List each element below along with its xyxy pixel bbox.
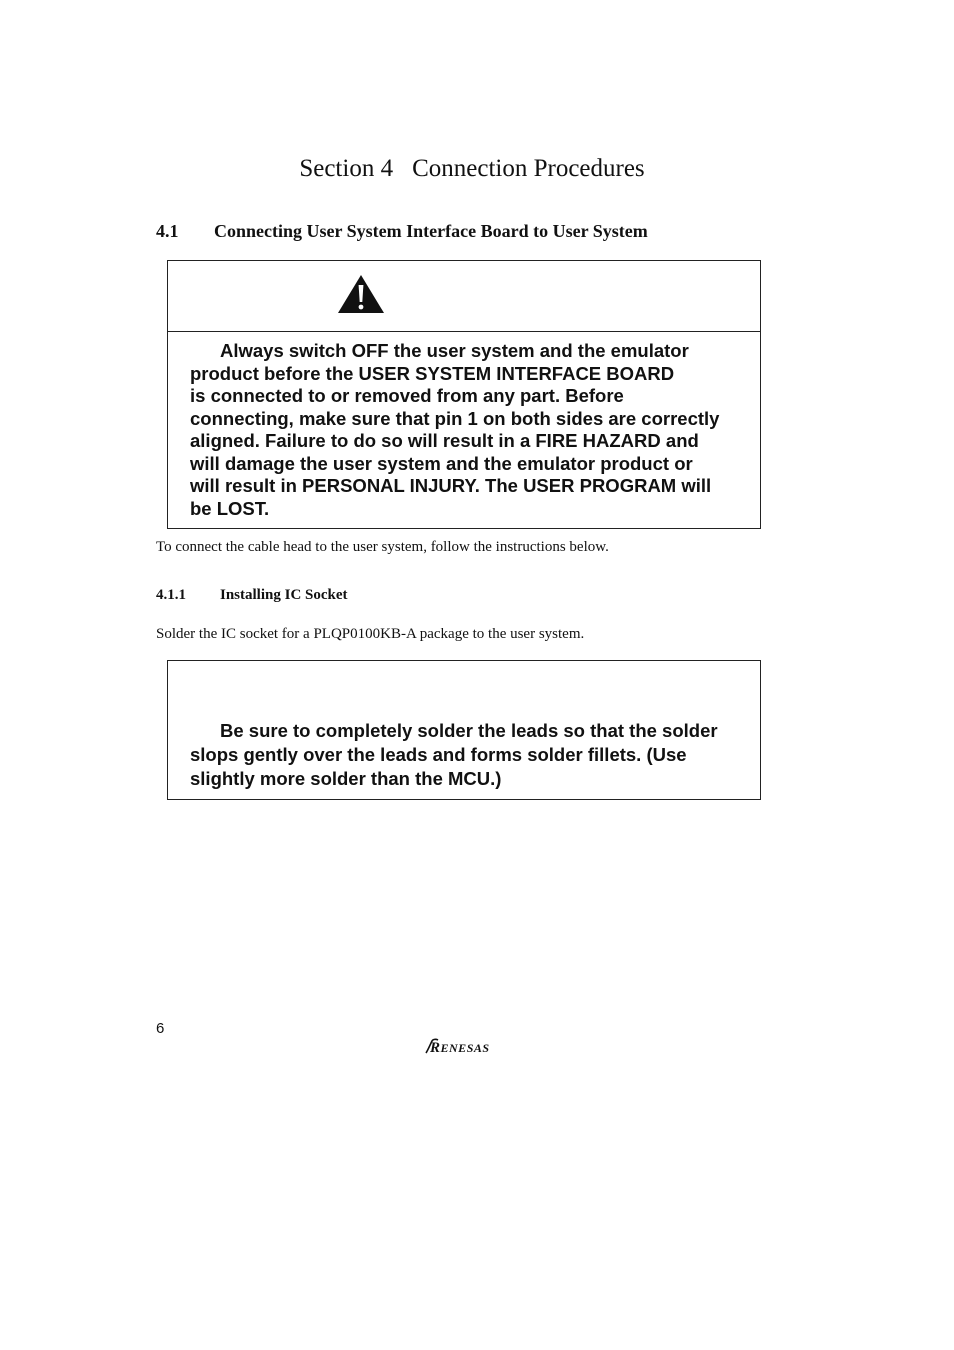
warning-line: be LOST.	[190, 497, 270, 519]
warning-line: will damage the user system and the emulator product or	[190, 452, 693, 474]
svg-text:RENESAS: RENESAS	[430, 1040, 490, 1056]
socket-paragraph: Solder the IC socket for a PLQP0100KB-A package to the user system.	[156, 626, 585, 642]
subsubsection-title: Installing IC Socket	[220, 587, 348, 603]
section-number: Section 4	[299, 155, 394, 182]
warning-line: aligned. Failure to do so will result in a FIRE HAZARD and	[190, 430, 699, 451]
warning-text	[190, 340, 750, 520]
note-line: slightly more solder than the MCU.)	[190, 768, 502, 789]
note-text	[190, 719, 750, 791]
warning-box	[167, 260, 761, 529]
warning-line: is connected to or removed from any part. Before	[190, 385, 624, 406]
warning-line: will result in PERSONAL INJURY. The USER PROGRAM will	[190, 475, 712, 496]
warning-line: connecting, make sure that pin 1 on both sides are correctly	[190, 407, 720, 429]
note-line: slops gently over the leads and forms solder fillets. (Use	[190, 744, 687, 765]
warning-triangle-icon	[337, 274, 385, 314]
subsection-heading	[156, 221, 648, 242]
warning-header	[168, 261, 760, 332]
note-line: Be sure to completely solder the leads so that the solder	[220, 720, 718, 741]
intro-paragraph: To connect the cable head to the user system, follow the instructions below.	[156, 539, 609, 555]
subsubsection-number: 4.1.1	[156, 587, 186, 603]
warning-line: Always switch OFF the user system and the emulator	[220, 340, 689, 361]
subsubsection-heading	[156, 587, 348, 604]
note-box	[167, 660, 761, 800]
page-number: 6	[156, 1020, 165, 1037]
subsection-title: Connecting User System Interface Board to User System	[214, 221, 648, 241]
section-title	[0, 155, 944, 183]
section-title-text: Connection Procedures	[412, 155, 645, 182]
warning-line: product before the USER SYSTEM INTERFACE BOARD	[190, 362, 675, 384]
subsection-number: 4.1	[156, 221, 179, 241]
renesas-logo	[424, 1038, 524, 1056]
